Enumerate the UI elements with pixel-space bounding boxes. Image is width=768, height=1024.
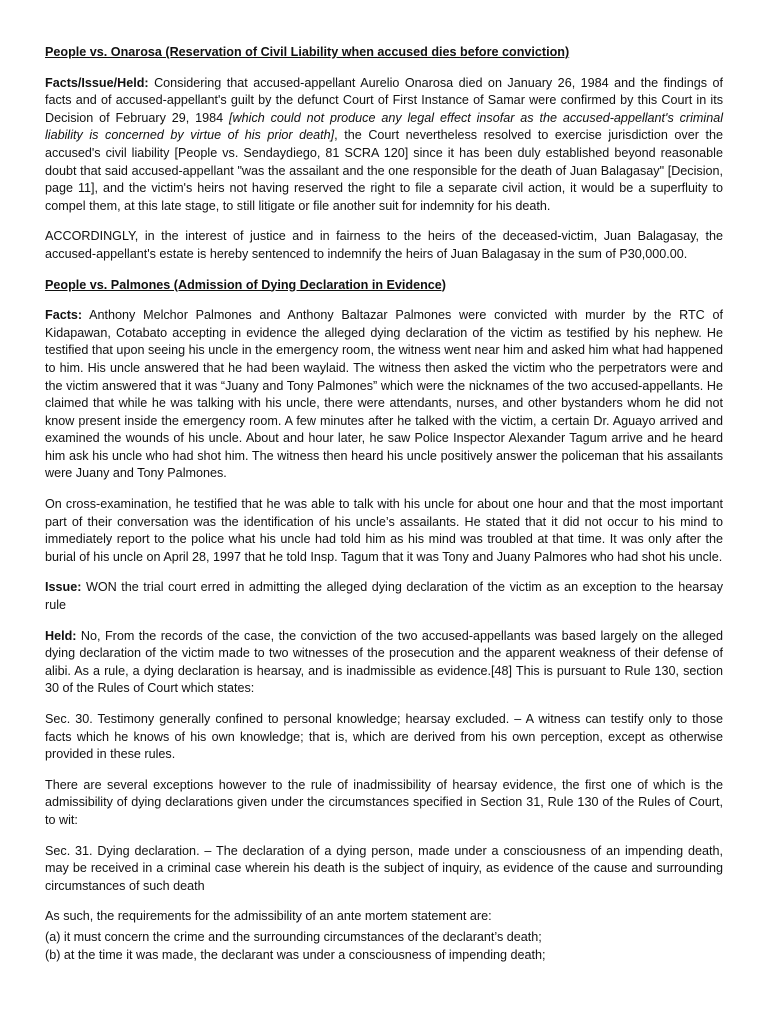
issue-paragraph	[45, 579, 723, 614]
requirement-item-a: (a) it must concern the crime and the surrounding circumstances of the declarant’s death;	[45, 929, 542, 944]
requirements-list	[45, 929, 723, 964]
issue-label: Issue:	[45, 580, 82, 595]
section-30-paragraph: Sec. 30. Testimony generally confined to personal knowledge; hearsay excluded. – A witness can testify only to those facts which he knows of his own knowledge; that is, which are derived from his own perception, except as otherwise provided in these rules.	[45, 712, 723, 762]
exceptions-paragraph: There are several exceptions however to the rule of inadmissibility of hearsay evidence, the first one of which is the admissibility of dying declarations given under the circumstances specified in Section 31, Rule 130 of the Rules of Court, to wit:	[45, 777, 723, 827]
facts-label: Facts:	[45, 308, 83, 323]
facts-issue-held-label: Facts/Issue/Held:	[45, 75, 149, 90]
held-text: No, From the records of the case, the conviction of the two accused-appellants was based largely on the alleged dying declaration of the victim made to two witnesses of the prosecution and the apparent weakness of their defense of alibi. As a rule, a dying declaration is hearsay, and is inadmissible as evidence.[48] This is pursuant to Rule 130, section 30 of the Rules of Court which states:	[45, 628, 723, 696]
requirements-intro: As such, the requirements for the admissibility of an ante mortem statement are:	[45, 909, 492, 924]
section-31-paragraph: Sec. 31. Dying declaration. – The declaration of a dying person, made under a consciousness of an impending death, may be received in a criminal case wherein his death is the subject of inquiry, as evidence of the cause and surrounding circumstances of such death	[45, 843, 723, 893]
cross-examination-paragraph: On cross-examination, he testified that he was able to talk with his uncle for about one hour and that the most important part of their conversation was the identification of his uncle’s assailants. He stated that it did not occur to his mind to immediately report to the police what his uncle had told him as his mind was troubled at that time. It was only after the burial of his uncle on April 28, 1997 that he told Insp. Tagum that it was Tony and Juany Palmores who had shot his uncle.	[45, 497, 723, 564]
held-paragraph	[45, 628, 723, 698]
held-label: Held:	[45, 628, 77, 643]
issue-text: WON the trial court erred in admitting the alleged dying declaration of the victim as an exception to the hearsay rule	[45, 580, 723, 613]
requirement-item-b: (b) at the time it was made, the declarant was under a consciousness of impending death;	[45, 947, 546, 962]
palmones-facts-paragraph	[45, 307, 723, 483]
document-page	[45, 44, 723, 964]
onarosa-facts-text-1: Considering that accused-appellant Aurelio Onarosa died on January 26, 1984 and the findings of facts and of accused-appellant's guilt by the defunct Court of First Instance of Samar were confirmed by this Court in its Decision of February 29, 1984	[45, 75, 723, 125]
onarosa-facts-text-2: , the Court nevertheless resolved to exercise jurisdiction over the accused's civil liability [People vs. Sendaydiego, 81 SCRA 120] since it has been duly established beyond reasonable doubt that said accused-appellant "was the assailant and the one responsible for the death of Juan Balagasay" [Decision, page 11], and the victim's heirs not having reserved the right to file a separate civil action, it would be a superfluity to compel them, at this late stage, to still litigate or file another suit for indemnity for his death.	[45, 128, 723, 213]
case-heading-palmones: People vs. Palmones (Admission of Dying Declaration in Evidence)	[45, 277, 447, 292]
case-heading-onarosa: People vs. Onarosa (Reservation of Civil Liability when accused dies before conviction)	[45, 45, 570, 59]
onarosa-accordingly-paragraph: ACCORDINGLY, in the interest of justice and in fairness to the heirs of the deceased-victim, Juan Balagasay, the accused-appellant's estate is hereby sentenced to indemnify the heirs of Juan Balagasay in the sum of P30,000.00.	[45, 229, 723, 261]
palmones-facts-text: Anthony Melchor Palmones and Anthony Baltazar Palmones were convicted with murder by the RTC of Kidapawan, Cotabato accepting in evidence the alleged dying declaration of the victim as testified by his nephew. He testified that upon seeing his uncle in the emergency room, the witness went near him and asked him what had happened to him. His uncle answered that he had been waylaid. The witness then asked the victim who the perpetrators were and the victim answered that it was “Juany and Tony Palmones” which were the nicknames of the two accused-appellants. He claimed that while he was talking with his uncle, there were attendants, nurses, and other bystanders whom he did not know present inside the emergency room. A few minutes after he talked with the victim, a certain Dr. Aguayo arrived and examined the wounds of his uncle. About and hour later, he saw Police Inspector Alexander Tagum arrive and he heard him ask his uncle who had shot him. The witness then heard his uncle positively answer the policeman that his assailants were Juany and Tony Palmones.	[45, 308, 723, 481]
onarosa-facts-paragraph	[45, 75, 723, 216]
onarosa-facts-italic: [which could not produce any legal effect insofar as the accused-appellant's criminal liability is concerned by virtue of his prior death]	[45, 110, 724, 143]
